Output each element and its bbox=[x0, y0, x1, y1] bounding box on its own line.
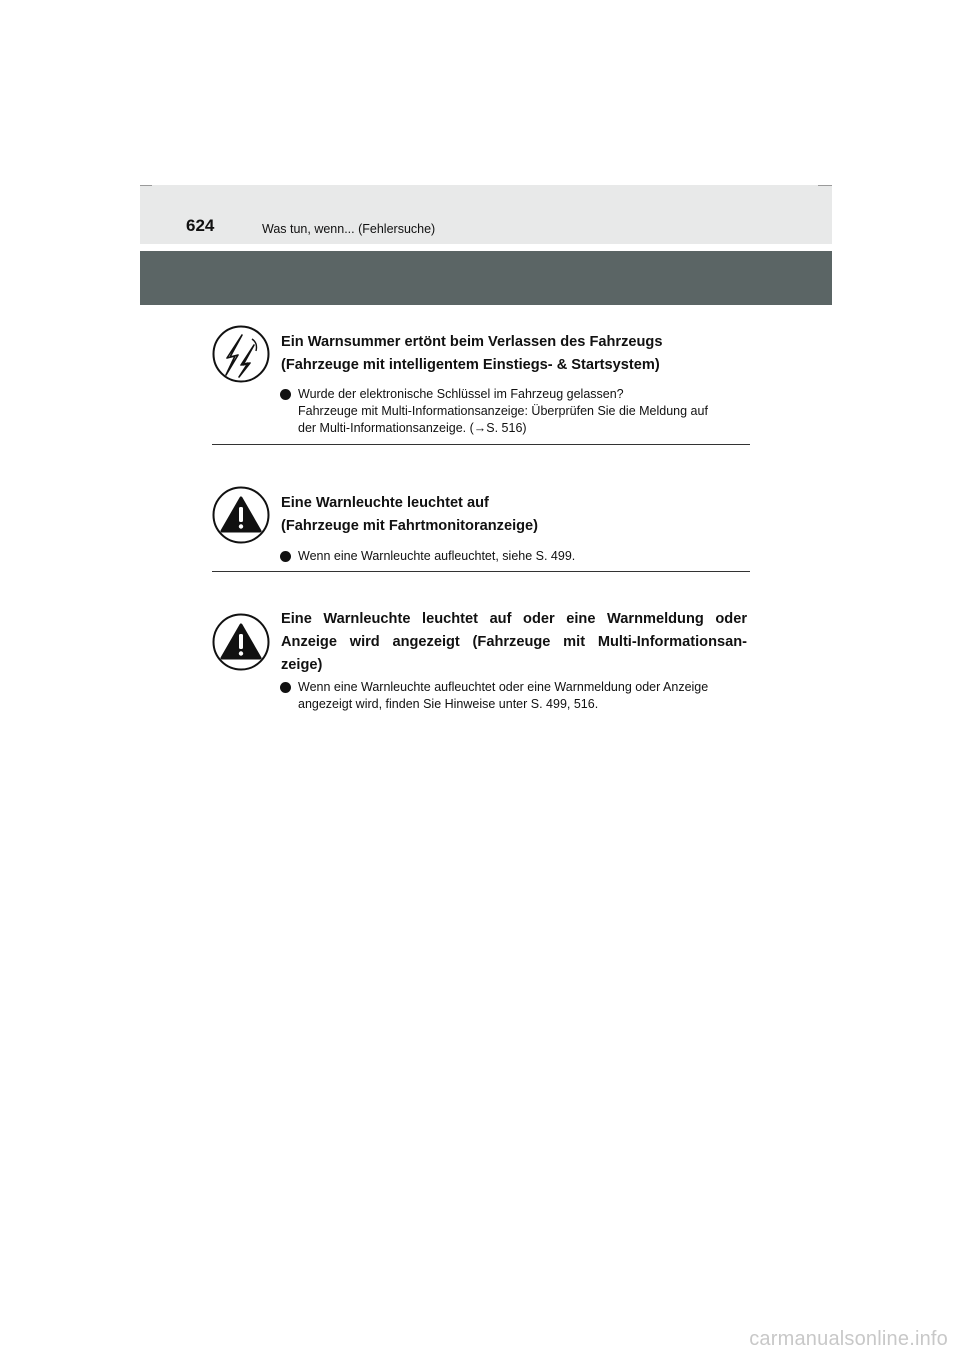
bullet-line: Fahrzeuge mit Multi-Informationsanzeige: Überprüfen Sie die Meldung auf bbox=[298, 404, 708, 418]
heading-line: Eine Warnleuchte leuchtet auf oder eine Warnmeldung oder bbox=[281, 611, 747, 627]
bullet-line: Wurde der elektronische Schlüssel im Fahrzeug gelassen? bbox=[298, 387, 624, 401]
heading-line: (Fahrzeuge mit intelligentem Einstiegs- & Startsystem) bbox=[281, 357, 660, 373]
bullet-line: der Multi-Informationsanzeige. (→S. 516) bbox=[298, 421, 527, 435]
chapter-title: Was tun, wenn... (Fehlersuche) bbox=[262, 222, 436, 236]
heading-line: Eine Warnleuchte leuchtet auf bbox=[281, 495, 489, 511]
watermark: carmanualsonline.info bbox=[749, 1328, 948, 1350]
warning-exclamation-icon bbox=[212, 486, 270, 544]
crop-mark-left bbox=[140, 185, 152, 186]
section-heading bbox=[281, 608, 747, 677]
heading-line: zeige) bbox=[281, 657, 323, 673]
heading-line: Anzeige wird angezeigt (Fahrzeuge mit Multi-Informationsan- bbox=[281, 634, 747, 650]
section-heading bbox=[281, 331, 747, 377]
bullet-line: Wenn eine Warnleuchte aufleuchtet oder eine Warnmeldung oder Anzeige bbox=[298, 680, 709, 694]
crop-mark-right bbox=[818, 185, 832, 186]
bullet-dot bbox=[279, 550, 293, 564]
section-divider bbox=[212, 444, 750, 445]
section-heading bbox=[281, 492, 747, 538]
heading-line: Ein Warnsummer ertönt beim Verlassen des Fahrzeugs bbox=[281, 334, 663, 350]
bullet-dot bbox=[279, 681, 293, 695]
page-number: 624 bbox=[186, 216, 215, 235]
section-divider bbox=[212, 571, 750, 572]
bullet-text bbox=[298, 548, 750, 565]
header-band bbox=[140, 185, 832, 244]
bullet-text bbox=[298, 386, 750, 437]
bullet-dot bbox=[279, 388, 293, 402]
bullet-line: Wenn eine Warnleuchte aufleuchtet, siehe S. 499. bbox=[298, 549, 576, 563]
bullet-text bbox=[298, 679, 750, 713]
bullet-line: angezeigt wird, finden Sie Hinweise unter S. 499, 516. bbox=[298, 697, 599, 711]
buzzer-warning-icon bbox=[212, 325, 270, 383]
heading-line: (Fahrzeuge mit Fahrtmonitoranzeige) bbox=[281, 518, 539, 534]
section-title-bar bbox=[140, 251, 832, 305]
warning-exclamation-icon bbox=[212, 613, 270, 671]
